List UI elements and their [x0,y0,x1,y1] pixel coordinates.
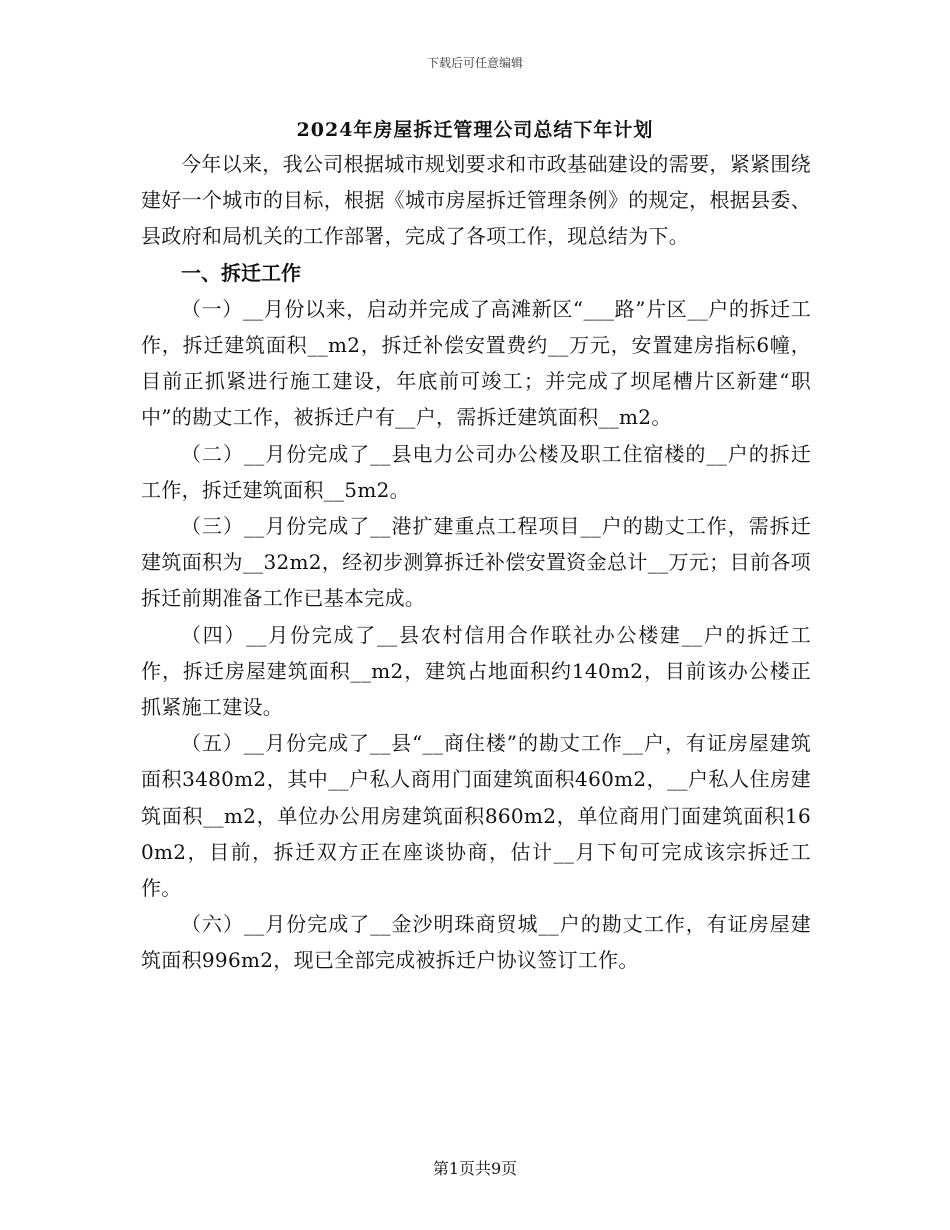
section-heading-demolition: 一、拆迁工作 [181,260,301,285]
demolition-item-6: （六）__月份完成了__金沙明珠商贸城__户的勘丈工作，有证房屋建筑面积996m2，现已全部完成被拆迁户协议签订工作。 [141,912,811,973]
page-indicator: 第1页共9页 [432,1159,518,1178]
demolition-item-2: （二）__月份完成了__县电力公司办公楼及职工住宿楼的__户的拆迁工作，拆迁建筑面积__5m2。 [141,441,811,502]
demolition-item-5: （五）__月份完成了__县“__商住楼”的勘丈工作__户，有证房屋建筑面积3480m2，其中__户私人商用门面建筑面积460m2，__户私人住房建筑面积__m2，单位办公用房建筑面积860m2，单位商用门面建筑面积160m2，目前，拆迁双方正在座谈协商，估计__月下旬可完成该宗拆迁工作。 [141,731,811,901]
document-title: 2024年房屋拆迁管理公司总结下年计划 [296,119,654,141]
demolition-item-1: （一）__月份以来，启动并完成了高滩新区“___路”片区__户的拆迁工作，拆迁建筑面积__m2，拆迁补偿安置费约__万元，安置建房指标6幢，目前正抓紧进行施工建设，年底前可竣工；并完成了坝尾槽片区新建“职中”的勘丈工作，被拆迁户有__户，需拆迁建筑面积__m2。 [141,296,811,430]
download-note: 下载后可任意编辑 [426,56,523,70]
demolition-item-4: （四）__月份完成了__县农村信用合作联社办公楼建__户的拆迁工作，拆迁房屋建筑面积__m2，建筑占地面积约140m2，目前该办公楼正抓紧施工建设。 [141,622,811,720]
demolition-item-3: （三）__月份完成了__港扩建重点工程项目__户的勘丈工作，需拆迁建筑面积为__32m2，经初步测算拆迁补偿安置资金总计__万元；目前各项拆迁前期准备工作已基本完成。 [141,514,811,611]
document-body [141,146,811,979]
intro-paragraph: 今年以来，我公司根据城市规划要求和市政基础建设的需要，紧紧围绕建好一个城市的目标，根据《城市房屋拆迁管理条例》的规定，根据县委、县政府和局机关的工作部署，完成了各项工作，现总结为下。 [141,152,811,249]
